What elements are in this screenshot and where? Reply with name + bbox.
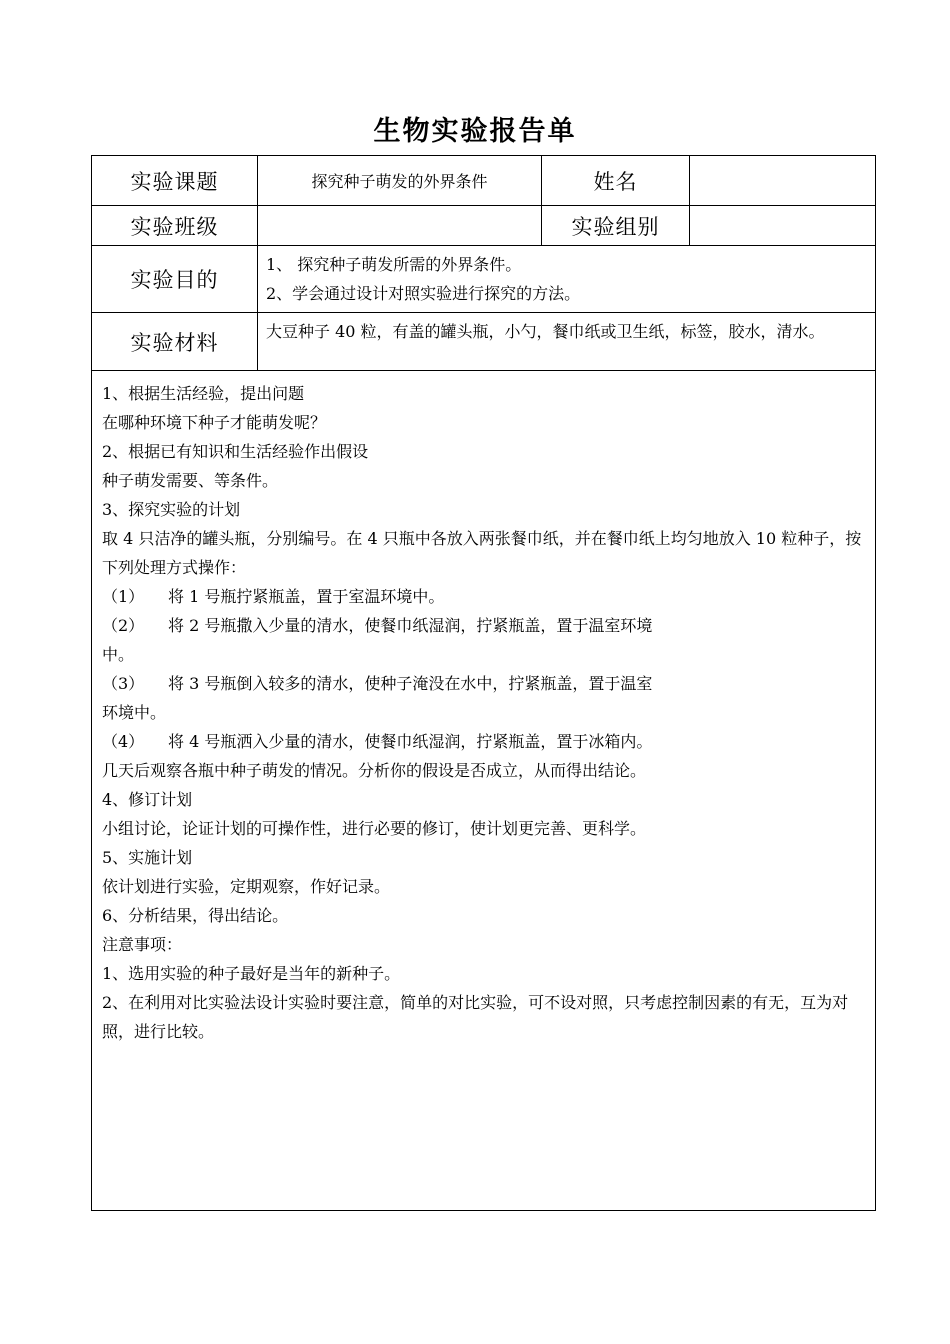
report-title: 生物实验报告单 <box>373 116 577 147</box>
section-4-title: 4、修订计划 <box>102 790 193 809</box>
section-1-text: 在哪种环境下种子才能萌发呢？ <box>102 413 327 432</box>
section-3-text: 取 4 只洁净的罐头瓶，分别编号。在 4 只瓶中各放入两张餐巾纸，并在餐巾纸上均匀地放入 10 粒种子，按下列处理方式操作： <box>102 529 862 577</box>
class-label: 实验班级 <box>92 206 258 246</box>
section-3-after: 几天后观察各瓶中种子萌发的情况。分析你的假设是否成立，从而得出结论。 <box>102 761 647 780</box>
section-5-text: 依计划进行实验，定期观察，作好记录。 <box>102 877 391 896</box>
step-3-text: 将 3 号瓶倒入较多的清水，使种子淹没在水中，拧紧瓶盖，置于温室 <box>168 674 653 693</box>
name-field <box>690 156 876 206</box>
note-2: 2、在利用对比实验法设计实验时要注意，简单的对比实验，可不设对照，只考虑控制因素的有无，互为对照，进行比较。 <box>102 993 849 1041</box>
note-1: 1、选用实验的种子最好是当年的新种子。 <box>102 964 401 983</box>
step-2 <box>102 611 865 669</box>
step-4 <box>102 727 865 756</box>
notes-title: 注意事项： <box>102 935 183 954</box>
step-2-continuation: 中。 <box>102 645 135 664</box>
purpose-line-2: 2、学会通过设计对照实验进行探究的方法。 <box>266 284 581 303</box>
topic-row <box>92 156 876 206</box>
step-2-text: 将 2 号瓶撒入少量的清水，使餐巾纸湿润，拧紧瓶盖，置于温室环境 <box>168 616 653 635</box>
step-4-text: 将 4 号瓶洒入少量的清水，使餐巾纸湿润，拧紧瓶盖，置于冰箱内。 <box>168 732 653 751</box>
procedure-row <box>92 371 876 1211</box>
section-6-title: 6、分析结果，得出结论。 <box>102 906 289 925</box>
section-2-title: 2、根据已有知识和生活经验作出假设 <box>102 442 369 461</box>
materials-label: 实验材料 <box>92 313 258 371</box>
section-1-title: 1、根据生活经验，提出问题 <box>102 384 305 403</box>
topic-value: 探究种子萌发的外界条件 <box>258 156 542 206</box>
step-1-number: （1） <box>102 587 145 606</box>
step-1-text: 将 1 号瓶拧紧瓶盖，置于室温环境中。 <box>168 587 445 606</box>
step-1 <box>102 582 865 611</box>
section-3-title: 3、探究实验的计划 <box>102 500 241 519</box>
section-5-title: 5、实施计划 <box>102 848 193 867</box>
step-3-continuation: 环境中。 <box>102 703 167 722</box>
purpose-line-1: 1、 探究种子萌发所需的外界条件。 <box>266 255 522 274</box>
topic-label: 实验课题 <box>92 156 258 206</box>
section-4-text: 小组讨论，论证计划的可操作性，进行必要的修订，使计划更完善、更科学。 <box>102 819 647 838</box>
step-3-number: （3） <box>102 674 145 693</box>
step-2-number: （2） <box>102 616 145 635</box>
group-field <box>690 206 876 246</box>
class-row <box>92 206 876 246</box>
purpose-label: 实验目的 <box>92 246 258 313</box>
purpose-value <box>258 246 876 313</box>
class-field <box>258 206 542 246</box>
report-table <box>91 155 876 1211</box>
materials-value: 大豆种子 40 粒，有盖的罐头瓶，小勺，餐巾纸或卫生纸，标签，胶水，清水。 <box>258 313 876 371</box>
name-label: 姓名 <box>542 156 690 206</box>
procedure-body <box>92 371 876 1211</box>
purpose-row <box>92 246 876 313</box>
step-3 <box>102 669 865 727</box>
materials-row <box>92 313 876 371</box>
step-4-number: （4） <box>102 732 145 751</box>
group-label: 实验组别 <box>542 206 690 246</box>
section-2-text: 种子萌发需要、等条件。 <box>102 471 279 490</box>
